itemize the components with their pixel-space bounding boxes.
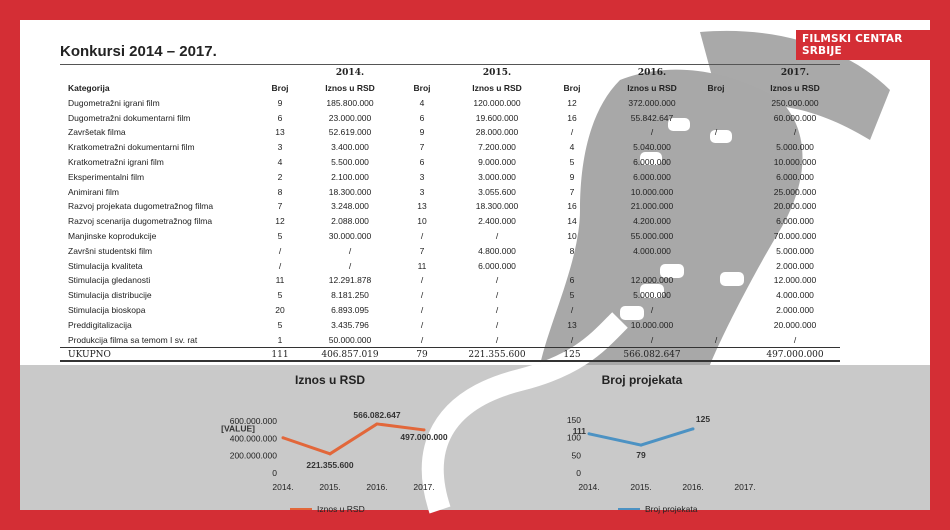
slide <box>20 20 930 514</box>
value-cell: / <box>348 245 352 256</box>
value-cell: 12 <box>275 216 285 227</box>
data-point <box>588 432 591 435</box>
y-tick-label: 400.000.000 <box>229 433 277 444</box>
value-cell: 8 <box>569 245 575 256</box>
category-cell: Kratkometražni dokumentarni film <box>68 142 195 153</box>
legend-label: Broj projekata <box>645 504 698 514</box>
category-cell: Animirani film <box>68 186 120 197</box>
value-cell: 5.500.000 <box>331 156 369 167</box>
category-cell: Završetak filma <box>68 127 126 138</box>
y-tick-label: 600.000.000 <box>229 416 277 426</box>
category-cell: Eksperimentalni film <box>68 171 145 182</box>
value-cell: / <box>570 334 574 345</box>
value-cell: / <box>420 304 424 315</box>
value-cell: 6 <box>277 112 283 123</box>
value-cell: 6.000.000 <box>633 156 671 167</box>
value-cell: / <box>495 230 499 241</box>
value-cell: / <box>714 334 718 345</box>
value-cell: 9.000.000 <box>478 156 516 167</box>
table-row <box>60 185 840 200</box>
value-cell: 4 <box>277 156 283 167</box>
value-cell: / <box>570 304 574 315</box>
value-cell: 70.000.000 <box>773 230 817 241</box>
table-row <box>60 125 840 140</box>
category-cell: Kratkometražni igrani film <box>68 156 164 167</box>
value-cell: / <box>420 275 424 286</box>
value-cell: 5 <box>277 290 283 301</box>
table-row <box>60 288 840 303</box>
value-cell: / <box>793 127 797 138</box>
table-body <box>60 96 840 348</box>
value-cell: 2.400.000 <box>478 216 516 227</box>
value-cell: 7 <box>419 142 425 153</box>
value-cell: / <box>495 334 499 345</box>
value-cell: 6 <box>569 275 575 286</box>
value-cell: 10.000.000 <box>630 319 674 330</box>
value-cell: / <box>650 127 654 138</box>
value-cell: / <box>420 334 424 345</box>
y-tick-label: 0 <box>576 468 581 478</box>
column-header: Broj <box>413 83 431 93</box>
category-cell: Dugometražni igrani film <box>68 97 160 108</box>
table-row <box>60 199 840 214</box>
value-cell: 5 <box>277 319 283 330</box>
total-cell: 79 <box>416 350 428 361</box>
x-tick-label: 2014. <box>578 482 600 492</box>
total-cell: 125 <box>563 350 581 361</box>
value-cell: / <box>278 260 282 271</box>
brand-logo: FILMSKI CENTAR SRBIJE <box>796 30 930 60</box>
total-row <box>60 347 840 362</box>
count-line-chart <box>520 368 790 514</box>
category-cell: Stimulacija kvaliteta <box>68 260 143 271</box>
value-cell: 13 <box>275 127 285 138</box>
value-cell: / <box>420 319 424 330</box>
value-cell: 12.000.000 <box>630 275 674 286</box>
value-cell: 7.200.000 <box>478 142 516 153</box>
value-cell: 10.000.000 <box>630 186 674 197</box>
value-cell: / <box>495 304 499 315</box>
table-row <box>60 96 840 111</box>
value-cell: 7 <box>419 245 425 256</box>
value-cell: 3.248.000 <box>331 201 369 212</box>
chart-title: Broj projekata <box>601 373 683 387</box>
value-cell: / <box>793 334 797 345</box>
y-tick-label: 150 <box>566 415 581 425</box>
value-cell: 3.400.000 <box>331 142 369 153</box>
title-rule <box>60 64 840 65</box>
value-cell: / <box>420 290 424 301</box>
amount-line-chart <box>170 368 470 514</box>
value-cell: 3.055.600 <box>478 186 516 197</box>
year-label: 2014. <box>335 68 365 78</box>
value-cell: / <box>420 230 424 241</box>
competitions-table <box>60 66 840 362</box>
value-cell: / <box>650 334 654 345</box>
total-cell: 111 <box>271 350 289 361</box>
value-cell: 9 <box>569 171 575 182</box>
value-cell: / <box>495 290 499 301</box>
value-cell: 10 <box>417 216 427 227</box>
category-cell: Razvoj scenarija dugometražnog filma <box>68 216 213 227</box>
value-cell: 5.000.000 <box>776 142 814 153</box>
category-cell: Dugometražni dokumentarni film <box>68 112 191 123</box>
category-cell: Preddigitalizacija <box>68 319 132 330</box>
value-cell: 16 <box>567 112 577 123</box>
data-label: 79 <box>636 450 646 461</box>
value-cell: / <box>348 260 352 271</box>
value-cell: 50.000.000 <box>328 334 372 345</box>
category-cell: Produkcija filma sa temom I sv. rat <box>68 334 198 345</box>
value-cell: / <box>650 304 654 315</box>
value-cell: 3.435.796 <box>331 319 369 330</box>
value-cell: 4 <box>419 97 425 108</box>
value-cell: 12 <box>567 97 577 108</box>
value-cell: / <box>495 319 499 330</box>
x-tick-label: 2015. <box>319 482 341 492</box>
data-label: 566.082.647 <box>353 409 401 420</box>
value-cell: 12.291.878 <box>328 275 372 286</box>
category-cell: Razvoj projekata dugometražnog filma <box>68 201 214 212</box>
value-cell: 3 <box>419 186 425 197</box>
value-cell: 8.181.250 <box>331 290 369 301</box>
data-point <box>376 422 379 425</box>
chart-title: Iznos u RSD <box>294 373 366 387</box>
column-header: Kategorija <box>68 83 110 93</box>
value-cell: 250.000.000 <box>771 97 819 108</box>
total-cell: 406.857.019 <box>321 350 379 361</box>
value-cell: / <box>495 275 499 286</box>
value-cell: 12.000.000 <box>773 275 817 286</box>
column-header: Broj <box>563 83 581 93</box>
value-cell: 6.000.000 <box>776 171 814 182</box>
value-cell: 3.000.000 <box>478 171 516 182</box>
value-cell: 6.000.000 <box>776 216 814 227</box>
value-cell: 4.200.000 <box>633 216 671 227</box>
value-cell: 4.000.000 <box>776 290 814 301</box>
value-cell: 23.000.000 <box>328 112 372 123</box>
value-cell: 55.842.647 <box>630 112 674 123</box>
value-cell: 9 <box>277 97 283 108</box>
value-cell: 52.619.000 <box>328 127 372 138</box>
total-cell: 221.355.600 <box>468 350 526 361</box>
value-cell: 20.000.000 <box>773 201 817 212</box>
value-cell: 8 <box>277 186 283 197</box>
value-cell: 5 <box>569 156 575 167</box>
category-cell: Stimulacija gledanosti <box>68 275 151 286</box>
value-cell: 18.300.000 <box>328 186 372 197</box>
data-point <box>640 444 643 447</box>
value-cell: 13 <box>567 319 577 330</box>
value-cell: / <box>714 127 718 138</box>
value-cell: 3 <box>419 171 425 182</box>
column-header: Iznos u RSD <box>472 83 522 93</box>
value-cell: 20 <box>275 304 285 315</box>
table-row <box>60 333 840 348</box>
value-cell: / <box>278 245 282 256</box>
category-cell: Stimulacija bioskopa <box>68 304 146 315</box>
value-cell: 5.040.000 <box>633 142 671 153</box>
value-cell: 2 <box>277 171 283 182</box>
value-cell: / <box>570 127 574 138</box>
y-tick-label: 100 <box>566 432 581 443</box>
legend-label: Iznos u RSD <box>317 504 365 514</box>
value-cell: 3 <box>277 142 283 153</box>
value-cell: 185.800.000 <box>326 97 374 108</box>
table-row <box>60 259 840 274</box>
y-tick-label: 50 <box>571 450 581 461</box>
x-tick-label: 2016. <box>366 482 388 492</box>
value-cell: 25.000.000 <box>773 186 817 197</box>
value-cell: 60.000.000 <box>773 112 817 123</box>
x-tick-label: 2017. <box>413 482 435 492</box>
column-header: Broj <box>707 83 725 93</box>
value-cell: 4.000.000 <box>633 245 671 256</box>
category-cell: Manjinske koprodukcije <box>68 230 157 241</box>
value-cell: 2.000.000 <box>776 260 814 271</box>
year-label: 2016. <box>637 68 667 78</box>
value-cell: 11 <box>417 260 427 271</box>
data-point <box>692 427 695 430</box>
value-cell: 6 <box>419 156 425 167</box>
data-point <box>329 452 332 455</box>
value-cell: 7 <box>277 201 283 212</box>
value-cell: 20.000.000 <box>773 319 817 330</box>
y-tick-label: 0 <box>272 468 277 478</box>
x-tick-label: 2015. <box>630 482 652 492</box>
value-cell: 2.000.000 <box>776 304 814 315</box>
value-cell: 2.100.000 <box>331 171 369 182</box>
series-line <box>589 429 693 445</box>
page-title: Konkursi 2014 – 2017. <box>60 43 217 60</box>
value-cell: 30.000.000 <box>328 230 372 241</box>
value-cell: 14 <box>567 216 577 227</box>
value-cell: 9 <box>419 127 425 138</box>
value-cell: 6.000.000 <box>478 260 516 271</box>
value-cell: 55.000.000 <box>630 230 674 241</box>
column-header: Iznos u RSD <box>770 83 820 93</box>
table-row <box>60 318 840 333</box>
column-header: Iznos u RSD <box>325 83 375 93</box>
year-header-row <box>60 66 840 81</box>
year-label: 2017. <box>780 68 810 78</box>
total-label: UKUPNO <box>68 350 111 361</box>
value-cell: 5.000.000 <box>776 245 814 256</box>
table-row <box>60 155 840 170</box>
value-cell: 1 <box>277 334 283 345</box>
y-tick-label: 200.000.000 <box>229 450 277 461</box>
value-cell: 21.000.000 <box>630 201 674 212</box>
value-cell: 10 <box>567 230 577 241</box>
data-label: 111 <box>572 425 586 436</box>
data-point <box>282 436 285 439</box>
value-cell: 18.300.000 <box>475 201 519 212</box>
category-cell: Stimulacija distribucije <box>68 290 152 301</box>
total-cell: 566.082.647 <box>623 350 681 361</box>
value-cell: 4 <box>569 142 575 153</box>
value-cell: 7 <box>569 186 575 197</box>
data-label: [VALUE] <box>221 423 255 434</box>
value-cell: 6 <box>419 112 425 123</box>
value-cell: 372.000.000 <box>628 97 676 108</box>
table-row <box>60 303 840 318</box>
column-header: Iznos u RSD <box>627 83 677 93</box>
data-label: 497.000.000 <box>400 431 448 442</box>
value-cell: 4.800.000 <box>478 245 516 256</box>
value-cell: 5.000.000 <box>633 290 671 301</box>
x-tick-label: 2014. <box>272 482 294 492</box>
value-cell: 28.000.000 <box>475 127 519 138</box>
table-row <box>60 214 840 229</box>
value-cell: 10.000.000 <box>773 156 817 167</box>
value-cell: 13 <box>417 201 427 212</box>
year-label: 2015. <box>482 68 512 78</box>
x-tick-label: 2017. <box>734 482 756 492</box>
x-tick-label: 2016. <box>682 482 704 492</box>
column-header: Broj <box>271 83 289 93</box>
value-cell: 2.088.000 <box>331 216 369 227</box>
value-cell: 5 <box>277 230 283 241</box>
total-cell: 497.000.000 <box>766 350 824 361</box>
value-cell: 6.893.095 <box>331 304 369 315</box>
table-row <box>60 140 840 155</box>
value-cell: 120.000.000 <box>473 97 521 108</box>
column-header-row <box>60 81 840 96</box>
table-row <box>60 111 840 126</box>
value-cell: 5 <box>569 290 575 301</box>
value-cell: 11 <box>275 275 285 286</box>
table-row <box>60 273 840 288</box>
category-cell: Završni studentski film <box>68 245 153 256</box>
table-row <box>60 170 840 185</box>
value-cell: 16 <box>567 201 577 212</box>
data-label: 125 <box>695 413 711 424</box>
value-cell: 19.600.000 <box>475 112 519 123</box>
table-row <box>60 244 840 259</box>
table-row <box>60 229 840 244</box>
value-cell: 6.000.000 <box>633 171 671 182</box>
data-label: 221.355.600 <box>306 459 354 470</box>
